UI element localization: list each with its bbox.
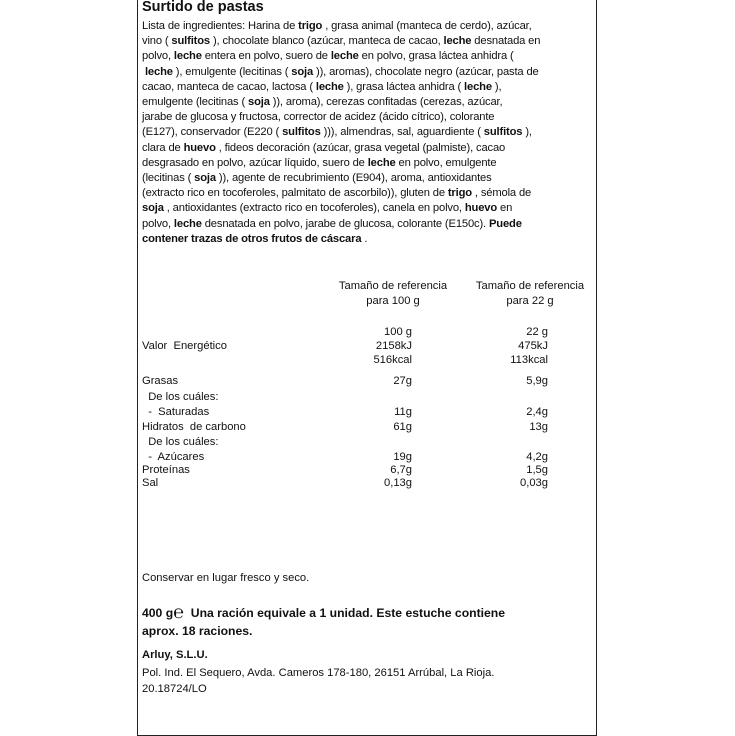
ingredients-line <box>142 95 594 110</box>
ingredient-text: en <box>497 202 513 215</box>
ingredient-text: ), <box>491 80 502 93</box>
ingredient-text: jarabe de glucosa y fructosa, corrector de acidez (ácido cítrico), colorante <box>142 111 495 124</box>
allergen-text: leche <box>173 217 202 230</box>
net-weight: 400 g <box>142 606 174 620</box>
ingredient-text: polvo, <box>142 217 174 230</box>
company-name: Arluy, S.L.U. <box>142 649 208 661</box>
ingredient-text: cacao, manteca de cacao, lactosa ( <box>142 80 316 93</box>
ingredient-text: (lecitinas ( <box>142 172 195 185</box>
col-header-100g <box>328 279 458 309</box>
allergen-text: trigo <box>298 20 323 32</box>
storage-note: Conservar en lugar fresco y seco. <box>142 572 310 584</box>
allergen-text: sulfitos <box>483 126 523 139</box>
col-header-22g <box>464 279 596 309</box>
allergen-text: sulfitos <box>282 126 321 139</box>
ingredient-text: ))), almendras, sal, aguardiente ( <box>320 126 484 139</box>
allergen-text: leche <box>173 50 202 63</box>
ingredient-text: . <box>361 232 368 245</box>
nutrition-label: Valor Energético <box>142 340 227 352</box>
ingredient-text: ), chocolate blanco (azúcar, manteca de cacao, <box>210 35 444 48</box>
nutrition-value-100g: 6,7g <box>390 464 412 476</box>
col-header-100g-line2: para 100 g <box>366 295 420 307</box>
allergen-text: huevo <box>464 202 498 215</box>
portion-info: Una ración equivale a 1 unidad. Este estuche contiene <box>190 606 506 620</box>
ingredient-text: desnatada en polvo, jarabe de glucosa, colorante (E150c). <box>201 217 489 230</box>
nutrition-value-100g: 19g <box>393 451 412 463</box>
ingredients-line <box>142 232 594 247</box>
nutrition-value-22g: 13g <box>529 421 548 433</box>
nutrition-value-22g: 2,4g <box>526 406 548 418</box>
ingredient-text: en polvo, emulgente <box>395 156 497 169</box>
ingredient-text: desnatada en <box>471 35 541 48</box>
allergen-text: leche <box>315 80 344 93</box>
allergen-text: trigo <box>447 187 472 200</box>
company-address: Pol. Ind. El Sequero, Avda. Cameros 178-180, 26151 Arrúbal, La Rioja. <box>142 667 495 679</box>
ingredients-line <box>142 49 594 64</box>
allergen-text: huevo <box>183 141 216 154</box>
ingredients-list <box>142 19 594 247</box>
nutrition-label: Hidratos de carbono <box>142 421 246 433</box>
allergen-text: leche <box>443 35 472 48</box>
ingredients-line <box>142 65 594 80</box>
net-content-line1 <box>142 602 505 623</box>
ingredients-line <box>142 217 594 232</box>
col-header-22g-line2: para 22 g <box>506 295 554 307</box>
ingredient-text: polvo, <box>142 50 174 63</box>
nutrition-label: Sal <box>142 477 159 489</box>
ingredient-text: , grasa animal (manteca de cerdo), azúcar, <box>322 20 532 32</box>
ingredients-line <box>142 156 594 171</box>
allergen-text: leche <box>367 156 396 169</box>
nutrition-value-100g: 516kcal <box>373 354 412 366</box>
ingredient-text: (E127), conservador (E220 ( <box>142 126 283 139</box>
col-header-100g-line1: Tamaño de referencia <box>338 280 448 292</box>
nutrition-value-22g: 1,5g <box>526 464 548 476</box>
allergen-text: soja <box>248 96 270 109</box>
ingredient-text: ), grasa láctea anhidra ( <box>343 80 465 93</box>
col-header-22g-line1: Tamaño de referencia <box>475 280 585 292</box>
ingredients-line <box>142 201 594 216</box>
ingredients-line <box>142 80 594 95</box>
ingredient-text: , antioxidantes (extracto rico en tocoferoles), canela en polvo, <box>163 202 465 215</box>
net-content-line2: aprox. 18 raciones. <box>142 624 253 638</box>
ingredient-text: )), aroma), cerezas confitadas (cerezas, azúcar, <box>269 96 503 109</box>
ingredient-text: )), agente de recubrimiento (E904), aroma, antioxidantes <box>215 172 492 185</box>
estimated-sign-icon: ℮ <box>173 602 184 622</box>
ingredients-line <box>142 141 594 156</box>
nutrition-value-22g: 113kcal <box>510 354 548 366</box>
nutrition-label: - Saturadas <box>142 406 210 418</box>
ingredient-text: ), <box>522 126 532 139</box>
ingredient-text: vino ( <box>142 35 172 48</box>
ingredient-text: clara de <box>142 141 184 154</box>
nutrition-label: De los cuáles: <box>142 436 219 448</box>
ingredient-text: Lista de ingredientes: Harina de <box>142 20 299 32</box>
ingredient-text: ), emulgente (lecitinas ( <box>172 65 292 78</box>
allergen-text: soja <box>194 172 216 185</box>
allergen-text: contener trazas de otros frutos de cáscara <box>142 232 362 245</box>
ingredients-line <box>142 186 594 201</box>
nutrition-value-100g: 100 g <box>384 326 412 338</box>
product-title: Surtido de pastas <box>142 0 264 15</box>
nutrition-value-100g: 2158kJ <box>375 340 412 352</box>
ingredients-line <box>142 19 594 34</box>
allergen-text: Puede <box>488 217 522 230</box>
nutrition-label: Proteínas <box>142 464 190 476</box>
allergen-text: leche <box>330 50 359 63</box>
ingredient-text: , fideos decoración (azúcar, grasa vegetal (palmiste), cacao <box>215 141 506 154</box>
ingredient-text: en polvo, grasa láctea anhidra ( <box>358 50 514 63</box>
nutrition-value-100g: 11g <box>394 406 412 418</box>
ingredient-text: desgrasado en polvo, azúcar líquido, suero de <box>142 156 368 169</box>
nutrition-value-100g: 27g <box>393 375 412 387</box>
ingredient-text: , sémola de <box>471 187 532 200</box>
nutrition-value-100g: 61g <box>393 421 412 433</box>
ingredient-text: )), aromas), chocolate negro (azúcar, pasta de <box>313 65 539 78</box>
registry-number: 20.18724/LO <box>142 683 207 695</box>
allergen-text: soja <box>142 202 164 215</box>
nutrition-label: De los cuáles: <box>142 391 219 403</box>
ingredients-line <box>142 34 594 49</box>
nutrition-value-22g: 5,9g <box>526 375 548 387</box>
ingredients-line <box>142 125 594 140</box>
nutrition-value-22g: 475kJ <box>518 340 548 352</box>
nutrition-value-22g: 4,2g <box>526 451 548 463</box>
ingredients-line <box>142 171 594 186</box>
nutrition-label: Grasas <box>142 375 179 387</box>
ingredient-text: (extracto rico en tocoferoles, palmitato de ascorbilo)), gluten de <box>142 187 448 200</box>
nutrition-value-22g: 22 g <box>526 326 548 338</box>
ingredient-text: emulgente (lecitinas ( <box>142 96 248 109</box>
allergen-text: sulfitos <box>171 35 211 48</box>
nutrition-label: - Azúcares <box>142 451 205 463</box>
nutrition-value-100g: 0,13g <box>384 477 412 489</box>
allergen-text: soja <box>291 65 314 78</box>
allergen-text: leche <box>464 80 492 93</box>
ingredients-line <box>142 110 594 125</box>
allergen-text: leche <box>144 65 173 78</box>
ingredient-text: entera en polvo, suero de <box>201 50 331 63</box>
nutrition-value-22g: 0,03g <box>520 477 548 489</box>
